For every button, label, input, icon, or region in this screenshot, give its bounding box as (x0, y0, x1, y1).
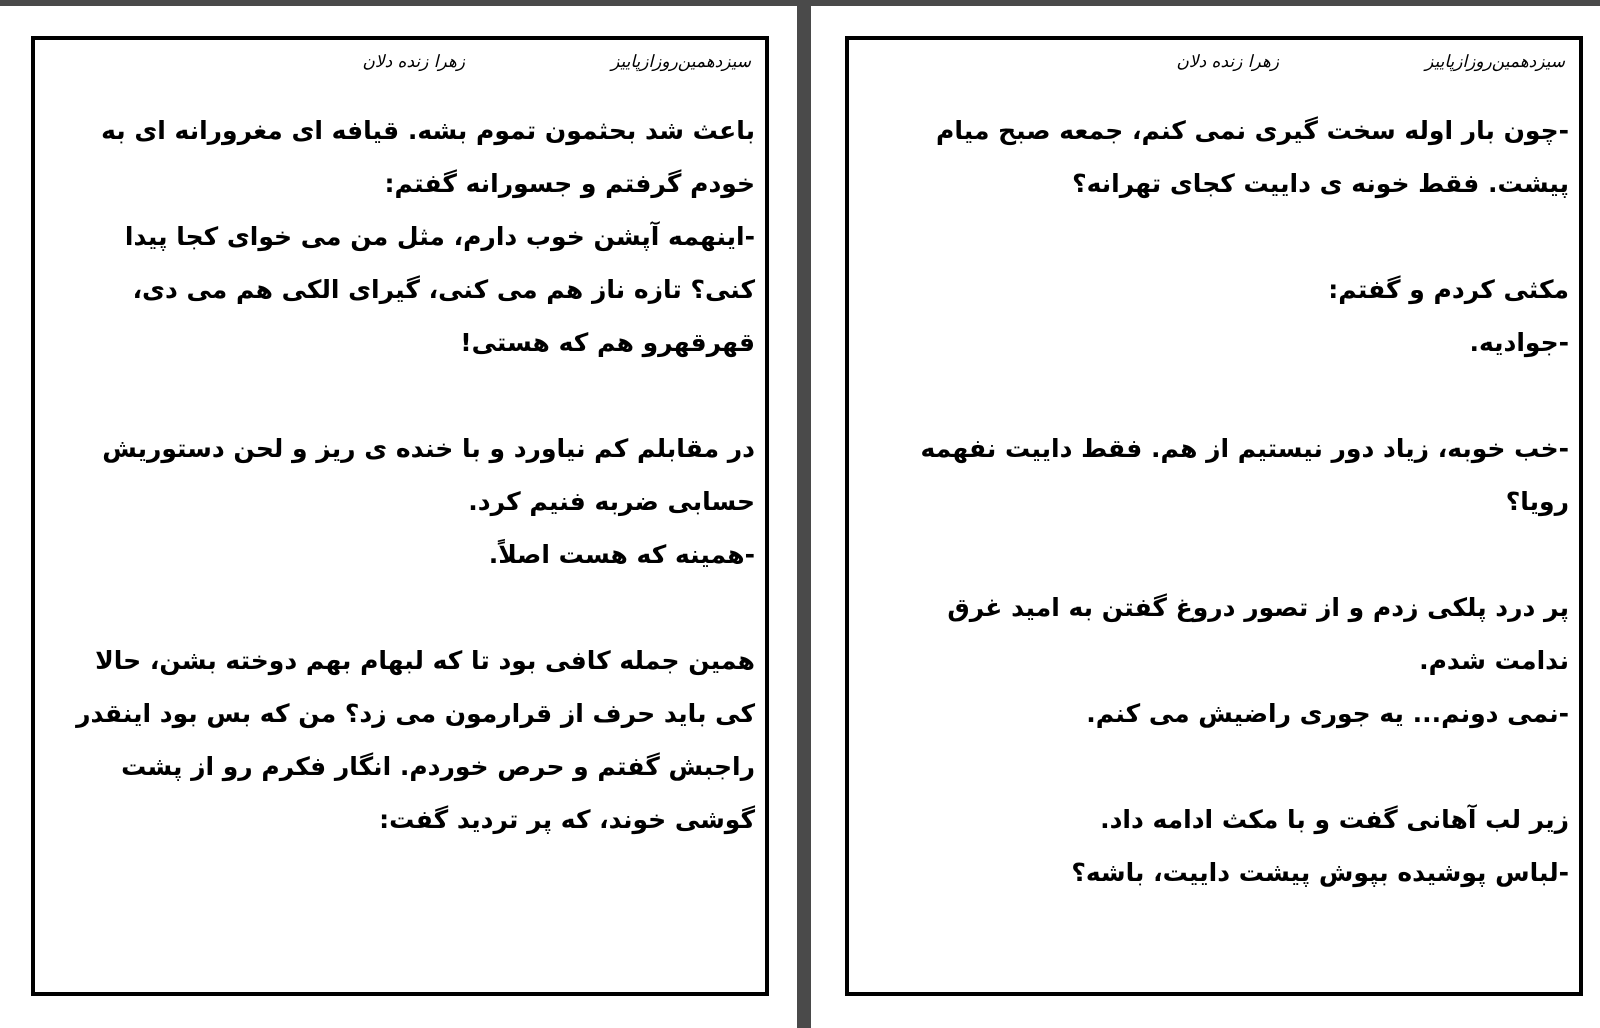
running-header-left (35, 52, 765, 82)
paragraph: -لباس پوشیده بپوش پیشت داییت، باشه؟ (1071, 858, 1569, 887)
paragraph: -همینه که هست اصلاً. (488, 540, 755, 569)
paragraph: همین جمله کافی بود تا که لبهام بهم دوخته بشن، حالا کی باید حرف از قرارمون می زد؟ من که بس بود اینقدر راجبش گفتم و حرص خوردم. انگار فکرم رو از پشت گوشی خوند، که پر تردید گفت: (76, 646, 755, 834)
paragraph-spacer (867, 369, 1569, 422)
paragraph: در مقابلم کم نیاورد و با خنده ی ریز و لحن دستوریش حسابی ضربه فنیم کرد. (102, 434, 755, 516)
paragraph-spacer (53, 369, 755, 422)
author-header: زهرا زنده دلان (1176, 52, 1279, 72)
paragraph-spacer (53, 581, 755, 634)
page-border-right (845, 36, 1583, 996)
page-text-left (53, 104, 755, 846)
book-title-header: سیزدهمین‌روزازپاییز (1425, 52, 1565, 72)
paragraph: -جوادیه. (1469, 328, 1569, 357)
paragraph-spacer (867, 210, 1569, 263)
running-header-right (849, 52, 1579, 82)
book-title-header: سیزدهمین‌روزازپاییز (611, 52, 751, 72)
paragraph: مکثی کردم و گفتم: (1328, 275, 1569, 304)
page-text-right (867, 104, 1569, 899)
paragraph: -اینهمه آپشن خوب دارم، مثل من می خوای کجا پیدا کنی؟ تازه ناز هم می کنی، گیرای الکی هم می دی، قهرقهرو هم که هستی! (124, 222, 755, 357)
paragraph: -چون بار اوله سخت گیری نمی کنم، جمعه صبح میام پیشت. فقط خونه ی داییت کجای تهرانه؟ (936, 116, 1569, 198)
paragraph: زیر لب آهانی گفت و با مکث ادامه داد. (1100, 805, 1569, 834)
paragraph: باعث شد بحثمون تموم بشه. قیافه ای مغرورانه ای به خودم گرفتم و جسورانه گفتم: (101, 116, 755, 198)
page-left (0, 6, 797, 1028)
author-header: زهرا زنده دلان (362, 52, 465, 72)
paragraph: -نمی دونم... یه جوری راضیش می کنم. (1086, 699, 1569, 728)
paragraph: پر درد پلکی زدم و از تصور دروغ گفتن به امید غرق ندامت شدم. (947, 593, 1569, 675)
paragraph-spacer (867, 528, 1569, 581)
paragraph: -خب خوبه، زیاد دور نیستیم از هم. فقط داییت نفهمه رویا؟ (920, 434, 1569, 516)
page-border-left (31, 36, 769, 996)
page-right (811, 6, 1600, 1028)
paragraph-spacer (867, 740, 1569, 793)
